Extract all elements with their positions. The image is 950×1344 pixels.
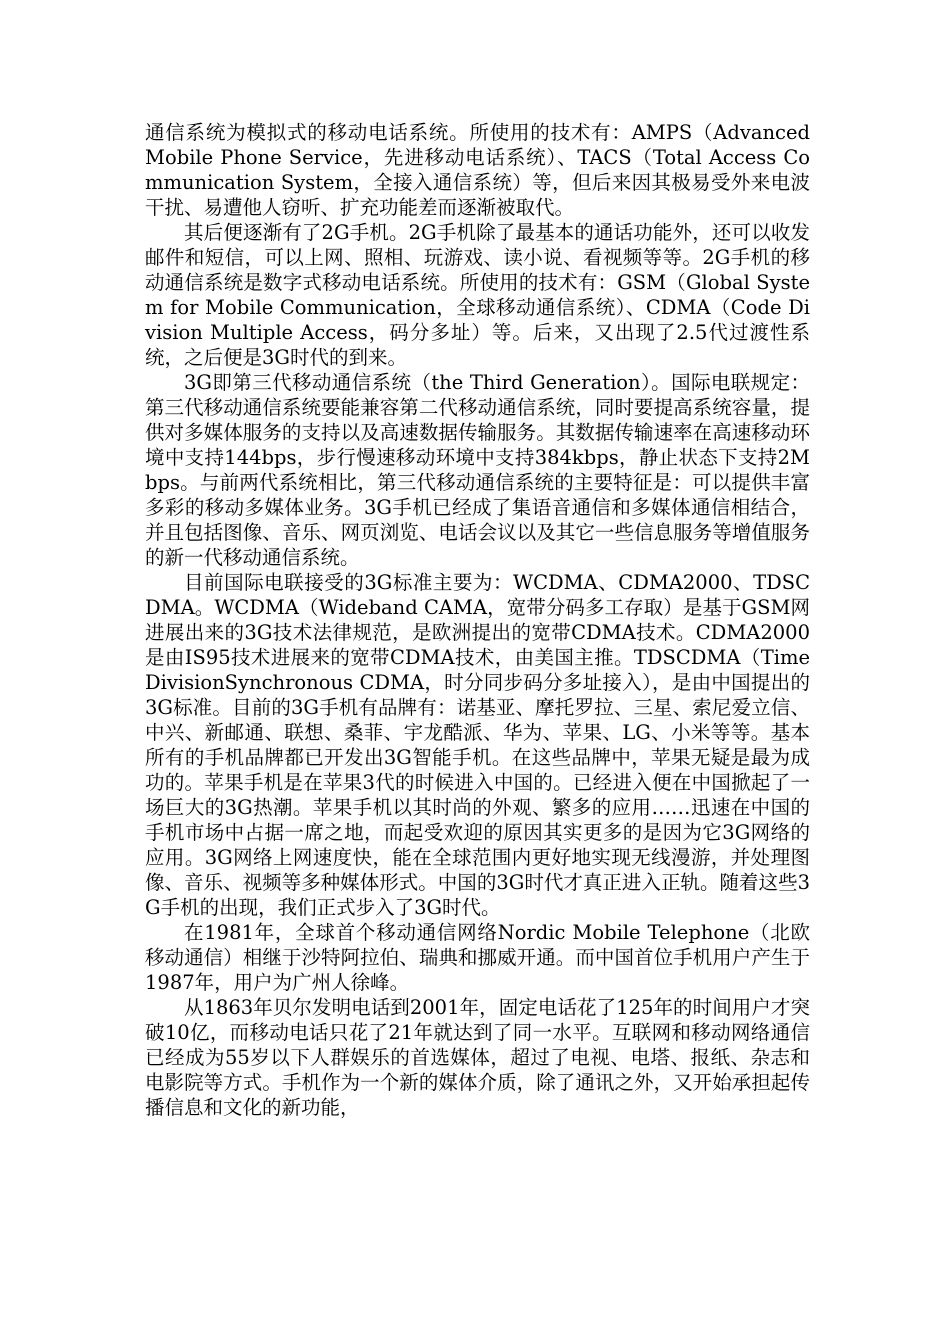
paragraph-2g-phones: 其后便逐渐有了2G手机。2G手机除了最基本的通话功能外，还可以收发邮件和短信，可以上网、照相、玩游戏、读小说、看视频等等。2G手机的移动通信系统是数字式移动电话系统。所使用的技术有：GSM（Global System for Mobile Communication，全球移动通信系统）、CDMA（Code Division Multiple Access，码分多址）等。后来，又出现了2.5代过渡性系统，之后便是3G时代的到来。 bbox=[145, 221, 810, 369]
paragraph-analog-systems: 通信系统为模拟式的移动电话系统。所使用的技术有：AMPS（Advanced Mobile Phone Service，先进移动电话系统）、TACS（Total Access Communication System，全接入通信系统）等，但后来因其极易受外来电波干扰、易遭他人窃听、扩充功能差而逐渐被取代。 bbox=[145, 121, 810, 219]
paragraph-growth: 从1863年贝尔发明电话到2001年，固定电话花了125年的时间用户才突破10亿，而移动电话只花了21年就达到了同一水平。互联网和移动网络通信已经成为55岁以下人群娱乐的首选媒体，超过了电视、电塔、报纸、杂志和电影院等方式。手机作为一个新的媒体介质，除了通讯之外，又开始承担起传播信息和文化的新功能， bbox=[145, 996, 810, 1119]
paragraph-3g-definition: 3G即第三代移动通信系统（the Third Generation）。国际电联规定：第三代移动通信系统要能兼容第二代移动通信系统，同时要提高系统容量，提供对多媒体服务的支持以及高速数据传输服务。其数据传输速率在高速移动环境中支持144bps，步行慢速移动环境中支持384kbps，静止状态下支持2Mbps。与前两代系统相比，第三代移动通信系统的主要特征是：可以提供丰富多彩的移动多媒体业务。3G手机已经成了集语音通信和多媒体通信相结合，并且包括图像、音乐、网页浏览、电话会议以及其它一些信息服务等增值服务的新一代移动通信系统。 bbox=[145, 371, 810, 569]
document-page bbox=[145, 120, 810, 1120]
paragraph-first-network: 在1981年，全球首个移动通信网络Nordic Mobile Telephone（北欧移动通信）相继于沙特阿拉伯、瑞典和挪威开通。而中国首位手机用户产生于1987年，用户为广州人徐峰。 bbox=[145, 921, 810, 994]
paragraph-3g-standards: 目前国际电联接受的3G标准主要为：WCDMA、CDMA2000、TDSCDMA。WCDMA（Wideband CAMA，宽带分码多工存取）是基于GSM网进展出来的3G技术法律规范，是欧洲提出的宽带CDMA技术。CDMA2000是由IS95技术进展来的宽带CDMA技术，由美国主推。TDSCDMA（Time DivisionSynchronous CDMA，时分同步码分多址接入），是由中国提出的3G标准。目前的3G手机有品牌有：诺基亚、摩托罗拉、三星、索尼爱立信、中兴、新邮通、联想、桑菲、宇龙酷派、华为、苹果、LG、小米等等。基本所有的手机品牌都已开发出3G智能手机。在这些品牌中，苹果无疑是最为成功的。苹果手机是在苹果3代的时候进入中国的。已经进入便在中国掀起了一场巨大的3G热潮。苹果手机以其时尚的外观、繁多的应用……迅速在中国的手机市场中占据一席之地，而起受欢迎的原因其实更多的是因为它3G网络的应用。3G网络上网速度快，能在全球范围内更好地实现无线漫游，并处理图像、音乐、视频等多种媒体形式。中国的3G时代才真正进入正轨。随着这些3G手机的出现，我们正式步入了3G时代。 bbox=[145, 571, 810, 919]
